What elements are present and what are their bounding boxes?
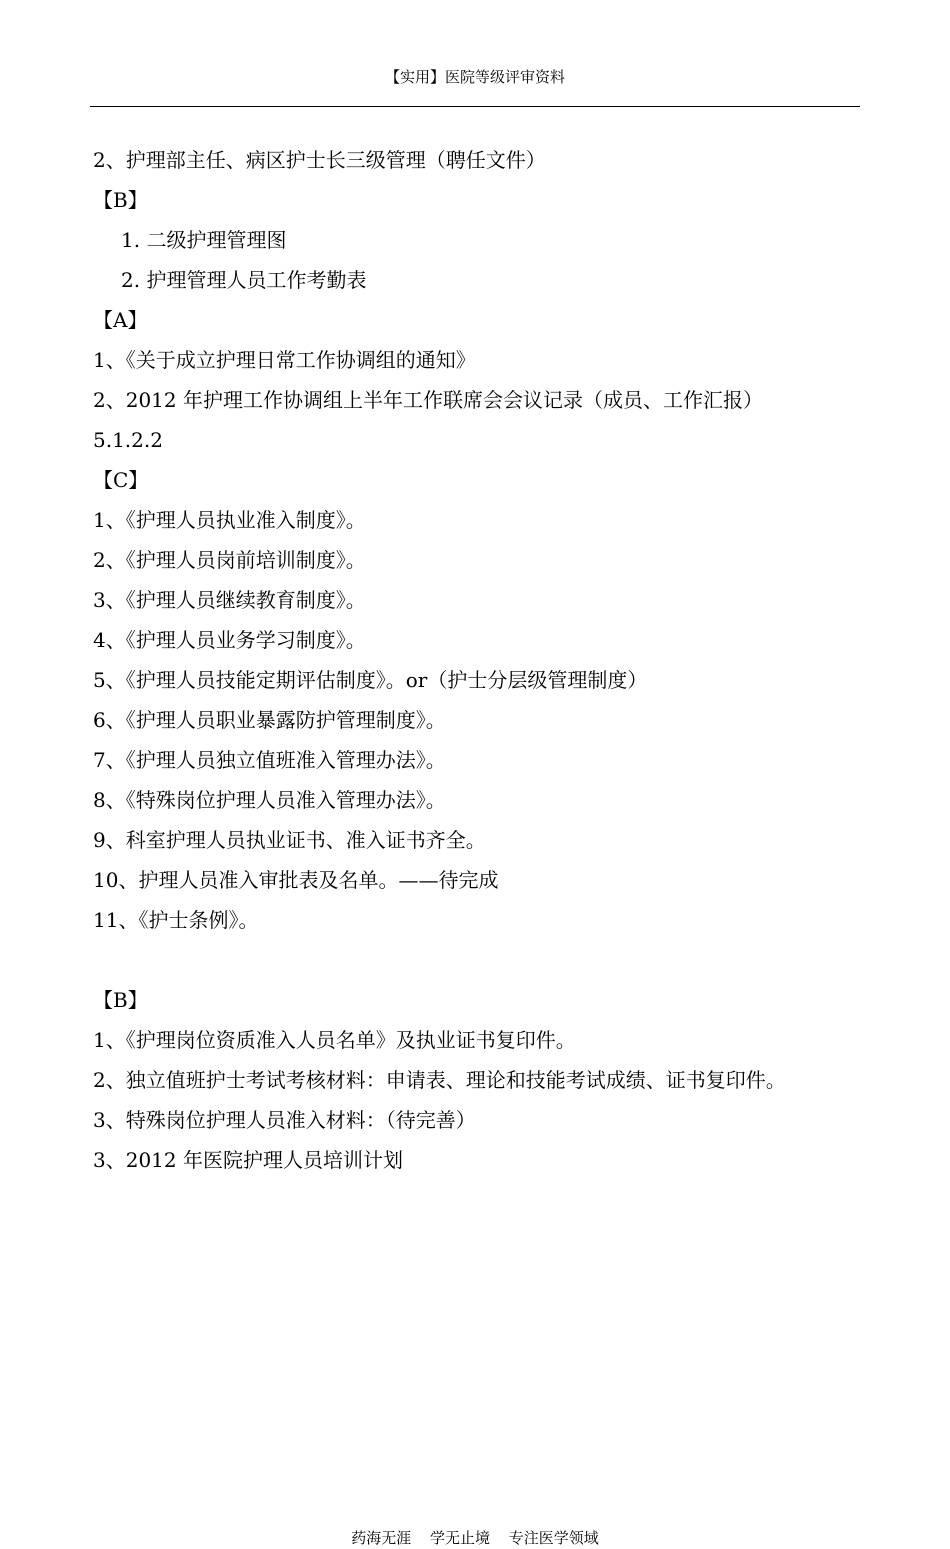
text-line: 1、《护理人员执业准入制度》。 [93, 508, 366, 532]
text-line: 3、《护理人员继续教育制度》。 [93, 588, 366, 612]
header-divider [90, 106, 860, 107]
text-line: 2、护理部主任、病区护士长三级管理（聘任文件） [93, 148, 546, 172]
text-line: 9、科室护理人员执业证书、准入证书齐全。 [93, 828, 486, 852]
text-line: 6、《护理人员职业暴露防护管理制度》。 [93, 708, 446, 732]
text-line: 2、2012 年护理工作协调组上半年工作联席会会议记录（成员、工作汇报） [93, 388, 763, 412]
list-item: 1. 二级护理管理图 [121, 228, 287, 252]
text-line: 4、《护理人员业务学习制度》。 [93, 628, 366, 652]
list-item: 2. 护理管理人员工作考勤表 [121, 268, 367, 292]
text-line: 3、特殊岗位护理人员准入材料：（待完善） [93, 1108, 476, 1132]
text-line: 1、《关于成立护理日常工作协调组的通知》 [93, 348, 476, 372]
blank-line [93, 940, 873, 980]
section-marker: 【B】 [93, 988, 148, 1012]
text-line: 2、独立值班护士考试考核材料：申请表、理论和技能考试成绩、证书复印件。 [93, 1068, 786, 1092]
text-line: 2、《护理人员岗前培训制度》。 [93, 548, 366, 572]
footer-text: 药海无涯 学无止境 专注医学领域 [351, 1529, 599, 1547]
section-marker: 【C】 [93, 468, 149, 492]
page-header [90, 66, 860, 88]
text-line: 7、《护理人员独立值班准入管理办法》。 [93, 748, 446, 772]
header-title: 【实用】医院等级评审资料 [384, 68, 565, 86]
section-marker: 【A】 [93, 308, 148, 332]
document-body [93, 140, 873, 1180]
text-line: 5、《护理人员技能定期评估制度》。or（护士分层级管理制度） [93, 668, 648, 692]
text-line: 11、《护士条例》。 [93, 908, 259, 932]
text-line: 3、2012 年医院护理人员培训计划 [93, 1148, 403, 1172]
page-footer [90, 1527, 860, 1549]
text-line: 8、《特殊岗位护理人员准入管理办法》。 [93, 788, 446, 812]
section-number: 5.1.2.2 [93, 428, 163, 452]
section-marker: 【B】 [93, 188, 148, 212]
text-line: 1、《护理岗位资质准入人员名单》及执业证书复印件。 [93, 1028, 576, 1052]
text-line: 10、护理人员准入审批表及名单。——待完成 [93, 868, 499, 892]
